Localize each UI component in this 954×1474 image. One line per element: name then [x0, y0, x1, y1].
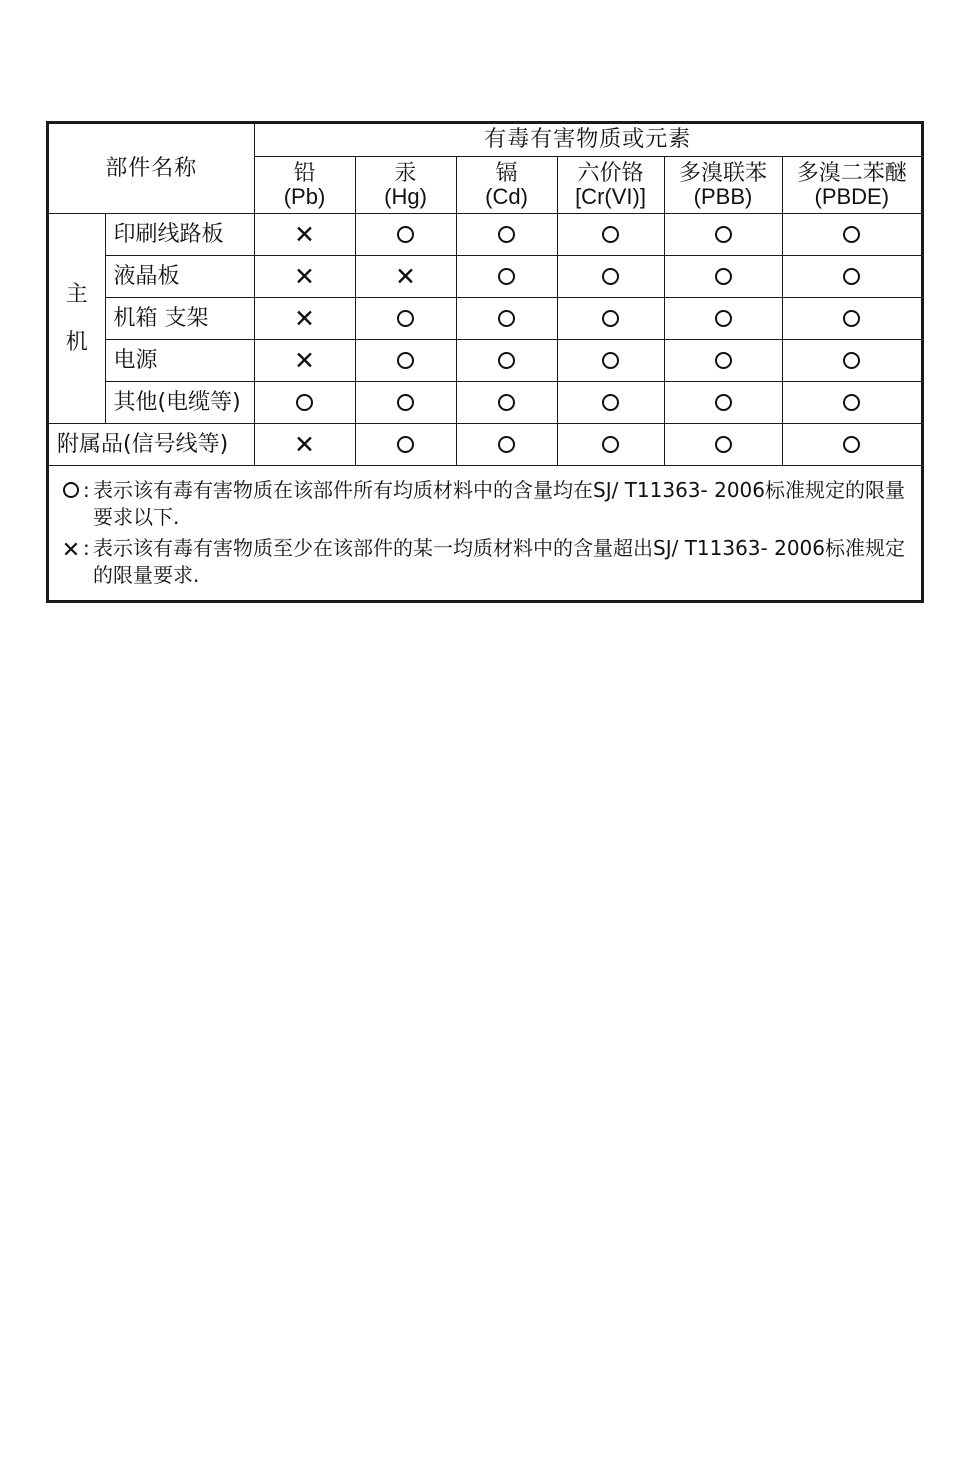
- substance-header: [355, 157, 456, 214]
- circle-icon: [296, 394, 313, 411]
- circle-icon: [59, 477, 83, 498]
- mark-cell: [355, 340, 456, 382]
- mark-cell: [664, 256, 782, 298]
- substance-name: 多溴联苯: [679, 160, 768, 186]
- mark-cell: [664, 340, 782, 382]
- circle-icon: [498, 310, 515, 327]
- substance-symbol: (PBB): [693, 184, 753, 209]
- circle-icon: [397, 436, 414, 453]
- circle-icon: [715, 268, 732, 285]
- circle-icon: [498, 394, 515, 411]
- mark-cell: [782, 214, 921, 256]
- mark-cell: [254, 256, 355, 298]
- mark-cell: [254, 298, 355, 340]
- cross-icon: ✕: [294, 220, 315, 249]
- cross-icon: ✕: [294, 430, 315, 459]
- mark-cell: [254, 214, 355, 256]
- mark-cell: [782, 382, 921, 424]
- part-name: 液晶板: [105, 256, 254, 298]
- circle-icon: [498, 226, 515, 243]
- mark-cell: [782, 340, 921, 382]
- substance-name: 镉: [495, 160, 518, 186]
- substance-header: [782, 157, 921, 214]
- note-text: 表示该有毒有害物质在该部件所有均质材料中的含量均在SJ/ T11363- 2006标准规定的限量要求以下.: [93, 478, 906, 529]
- substance-symbol: (Pb): [283, 184, 326, 209]
- substance-header: [664, 157, 782, 214]
- circle-icon: [715, 310, 732, 327]
- mark-cell: [782, 424, 921, 466]
- mark-cell: [355, 298, 456, 340]
- substance-name: 汞: [394, 160, 417, 186]
- part-name: 其他(电缆等): [105, 382, 254, 424]
- mark-cell: [456, 382, 557, 424]
- mark-cell: [664, 298, 782, 340]
- substance-symbol: (Cd): [485, 184, 528, 209]
- note-colon: :: [83, 536, 90, 560]
- circle-icon: [715, 352, 732, 369]
- mark-cell: [557, 298, 664, 340]
- substance-name: 多溴二苯醚: [796, 160, 907, 186]
- substance-name: 六价铬: [577, 160, 644, 186]
- mark-cell: [355, 256, 456, 298]
- mark-cell: [557, 424, 664, 466]
- hazardous-substances-table: [49, 124, 921, 466]
- mark-cell: [254, 340, 355, 382]
- part-name: 机箱 支架: [105, 298, 254, 340]
- circle-icon: [843, 310, 860, 327]
- table-row: [49, 256, 921, 298]
- mark-cell: [456, 256, 557, 298]
- circle-icon: [602, 226, 619, 243]
- mark-cell: [355, 424, 456, 466]
- mark-cell: [355, 214, 456, 256]
- circle-icon: [843, 436, 860, 453]
- mark-cell: [782, 256, 921, 298]
- cross-icon: ✕: [294, 304, 315, 333]
- substance-header: [557, 157, 664, 214]
- table-row: [49, 298, 921, 340]
- cross-icon: ✕: [61, 538, 81, 563]
- circle-icon: [843, 268, 860, 285]
- part-name: 电源: [105, 340, 254, 382]
- mark-cell: [456, 298, 557, 340]
- mark-cell: [456, 424, 557, 466]
- substance-symbol: [Cr(VI)]: [575, 184, 646, 209]
- note-text: 表示该有毒有害物质至少在该部件的某一均质材料中的含量超出SJ/ T11363- 2006标准规定的限量要求.: [93, 536, 906, 587]
- cross-icon: ✕: [395, 262, 416, 291]
- circle-icon: [602, 310, 619, 327]
- circle-icon: [397, 352, 414, 369]
- mark-cell: [664, 424, 782, 466]
- cross-icon: ✕: [294, 262, 315, 291]
- mark-cell: [557, 340, 664, 382]
- circle-icon: [843, 226, 860, 243]
- circle-icon: [397, 226, 414, 243]
- mark-cell: [456, 340, 557, 382]
- part-name-header: 部件名称: [49, 124, 254, 214]
- circle-icon: [498, 352, 515, 369]
- accessories-name: 附属品(信号线等): [49, 424, 254, 466]
- circle-icon: [498, 268, 515, 285]
- circle-icon: [602, 394, 619, 411]
- substance-symbol: (Hg): [384, 184, 427, 209]
- mark-cell: [355, 382, 456, 424]
- legend-notes: [49, 466, 921, 589]
- substance-name: 铅: [293, 160, 316, 186]
- table-row: [49, 340, 921, 382]
- circle-icon: [602, 436, 619, 453]
- mark-cell: [456, 214, 557, 256]
- table-row: [49, 424, 921, 466]
- circle-icon: [843, 394, 860, 411]
- substance-symbol: (PBDE): [814, 184, 890, 209]
- circle-icon: [715, 436, 732, 453]
- mark-cell: [664, 382, 782, 424]
- substance-group-header: 有毒有害物质或元素: [254, 124, 921, 157]
- circle-icon: [715, 226, 732, 243]
- table-row: [49, 382, 921, 424]
- mark-cell: [254, 382, 355, 424]
- mark-cell: [557, 256, 664, 298]
- circle-icon: [715, 394, 732, 411]
- main-unit-label: [49, 214, 105, 424]
- note-circle: [59, 477, 913, 531]
- circle-icon: [843, 352, 860, 369]
- cross-icon: ✕: [294, 346, 315, 375]
- circle-icon: [602, 268, 619, 285]
- mark-cell: [557, 382, 664, 424]
- mark-cell: [254, 424, 355, 466]
- mark-cell: [782, 298, 921, 340]
- main-unit-char: 机: [65, 329, 88, 355]
- part-name: 印刷线路板: [105, 214, 254, 256]
- note-colon: :: [83, 478, 90, 502]
- mark-cell: [557, 214, 664, 256]
- circle-icon: [602, 352, 619, 369]
- substance-header: [456, 157, 557, 214]
- circle-icon: [397, 310, 414, 327]
- hazardous-substances-sheet: [46, 121, 924, 603]
- table-row: [49, 214, 921, 256]
- mark-cell: [664, 214, 782, 256]
- substance-header: [254, 157, 355, 214]
- main-unit-char: 主: [65, 282, 88, 308]
- circle-icon: [498, 436, 515, 453]
- note-cross: [59, 535, 913, 589]
- circle-icon: [397, 394, 414, 411]
